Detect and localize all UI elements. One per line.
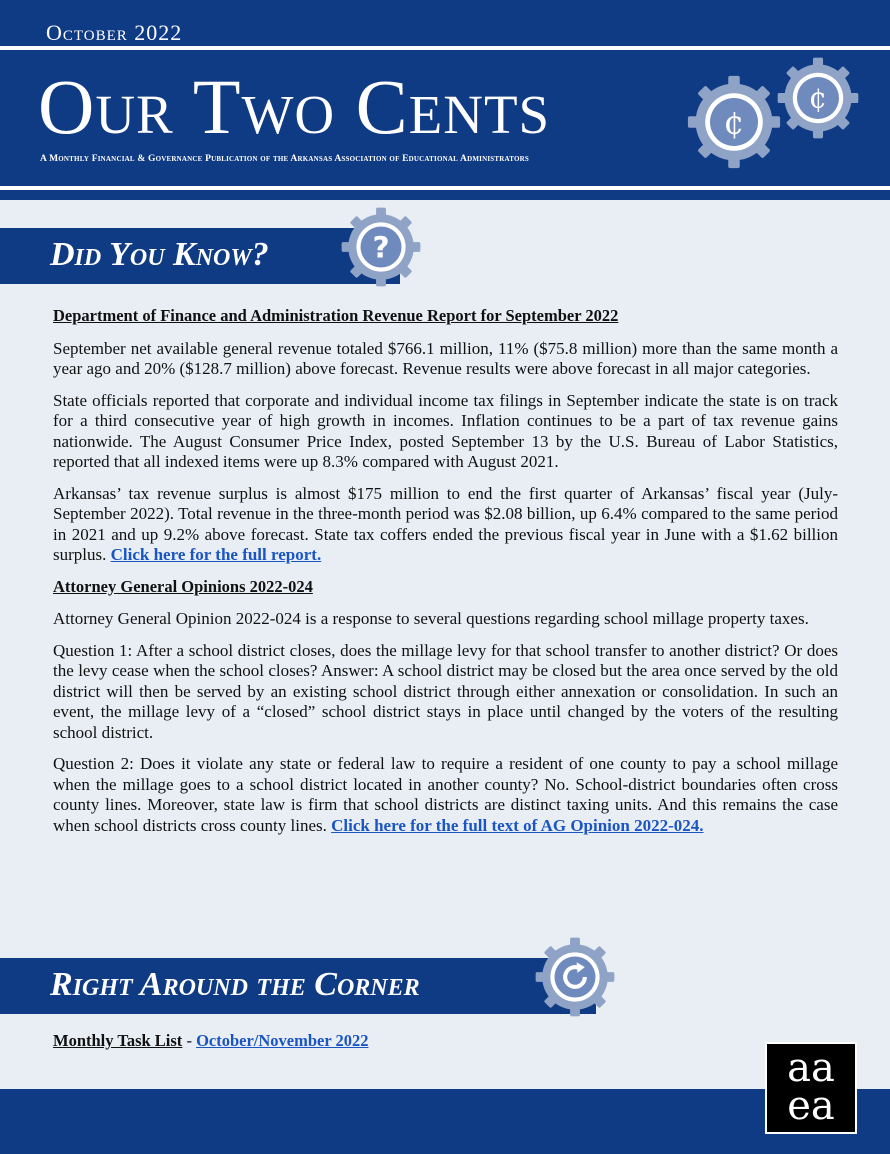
svg-text:¢: ¢ xyxy=(808,81,828,116)
section-title: Right Around the Corner xyxy=(50,966,420,1003)
paragraph: State officials reported that corporate and individual income tax filings in September indicate the state is on track for a third consecutive year of high growth in incomes. Inflation continues to be a part of tax revenue gains nationwide. The August Consumer Price Index, posted September 13 by the U.S. Bureau of Labor Statistics, reported that all indexed items were up 8.3% compared with August 2021. xyxy=(53,390,838,471)
task-list-line xyxy=(53,1031,369,1051)
article-heading: Attorney General Opinions 2022-024 xyxy=(53,576,313,596)
aaea-logo xyxy=(765,1042,857,1134)
ag-opinion-link[interactable]: Click here for the full text of AG Opinion 2022-024. xyxy=(331,815,704,835)
cent-gear-icon xyxy=(776,56,860,140)
full-report-link[interactable]: Click here for the full report. xyxy=(110,545,322,564)
article-heading: Department of Finance and Administration Revenue Report for September 2022 xyxy=(53,306,619,325)
publication-title: Our Two Cents xyxy=(38,63,551,150)
footer-band xyxy=(0,1083,890,1154)
task-list-link[interactable]: October/November 2022 xyxy=(196,1031,369,1050)
task-separator: - xyxy=(182,1031,197,1050)
task-list-label: Monthly Task List xyxy=(53,1031,183,1050)
svg-text:¢: ¢ xyxy=(723,103,745,142)
cent-gear-icon xyxy=(686,74,782,170)
masthead-divider xyxy=(0,46,890,50)
issue-date: October 2022 xyxy=(46,20,183,45)
masthead-band xyxy=(0,190,890,200)
paragraph: Question 1: After a school district closes, does the millage levy for that school transfer to another district? Or does the levy cease when the school closes? Answer: A school district may be closed but the area once served by the old district will then be served by an existing school district through either annexation or consolidation. In such an event, the millage levy of a “closed” school district stays in place until changed by the voters of the resulting school district. xyxy=(53,640,838,742)
publication-subtitle: A Monthly Financial & Governance Publication of the Arkansas Association of Educational Administrators xyxy=(40,154,529,164)
right-around-corner-banner xyxy=(0,958,596,1014)
logo-line: ea xyxy=(787,1083,835,1129)
paragraph: Arkansas’ tax revenue surplus is almost $175 million to end the first quarter of Arkansas’ fiscal year (July-September 2022). Total revenue in the three-month period was $2.08 billion, up 6.4% compared to the same period in 2021 and up 9.2% above forecast. State tax coffers ended the previous fiscal year in June with a $1.62 billion surplus. Click here for the full report. xyxy=(53,483,838,564)
question-gear-icon xyxy=(340,206,422,288)
logo-line: aa xyxy=(787,1045,835,1091)
masthead xyxy=(0,0,890,186)
refresh-gear-icon xyxy=(534,936,616,1018)
section-title: Did You Know? xyxy=(50,236,269,273)
paragraph: Question 2: Does it violate any state or federal law to require a resident of one county to pay a school millage when the millage goes to a school district located in another county? No. School-district boundaries often cross county lines. Moreover, state law is firm that school districts are distinct taxing units. And this remains the case when school districts cross county lines. Click here for the full text of AG Opinion 2022-024. xyxy=(53,754,838,835)
did-you-know-content xyxy=(53,306,838,847)
paragraph: September net available general revenue totaled $766.1 million, 11% ($75.8 million) more than the same month a year ago and 20% ($128.7 million) above forecast. Revenue results were above forecast in all major categories. xyxy=(53,338,838,378)
svg-text:?: ? xyxy=(372,230,390,265)
paragraph: Attorney General Opinion 2022-024 is a response to several questions regarding school millage property taxes. xyxy=(53,609,809,628)
